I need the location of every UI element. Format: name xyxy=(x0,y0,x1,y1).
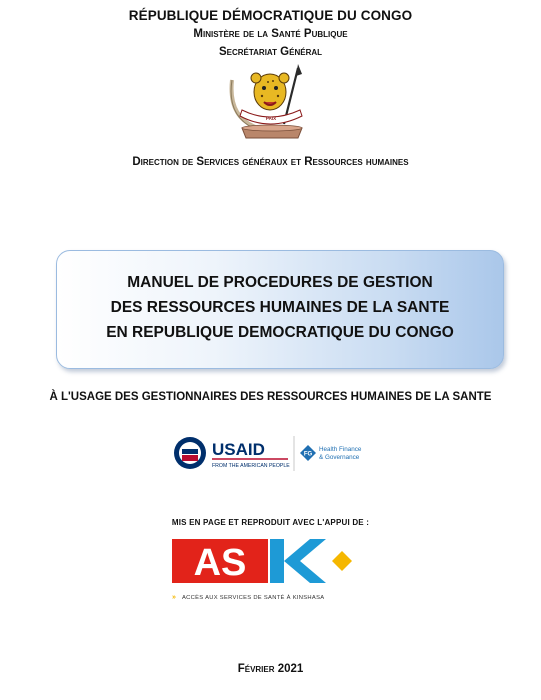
usage-subtitle: À L'USAGE DES GESTIONNAIRES DES RESSOURCES HUMAINES DE LA SANTE xyxy=(49,391,492,403)
publication-date: Février 2021 xyxy=(237,663,304,675)
title-line-3: EN REPUBLIQUE DEMOCRATIQUE DU CONGO xyxy=(106,324,454,341)
usaid-tagline: FROM THE AMERICAN PEOPLE xyxy=(212,463,290,469)
coat-of-arms-emblem xyxy=(218,62,326,140)
ask-logo xyxy=(170,537,370,607)
partner-logos xyxy=(172,433,372,473)
support-text: MIS EN PAGE ET REPRODUIT AVEC L'APPUI DE : xyxy=(171,518,370,527)
usaid-wordmark: USAID xyxy=(212,440,265,459)
svg-text:AS: AS xyxy=(193,542,247,584)
hfg-logo xyxy=(300,445,362,461)
title-line-2: DES RESSOURCES HUMAINES DE LA SANTE xyxy=(110,299,450,316)
svg-text:FG: FG xyxy=(303,451,313,458)
hfg-line-2: & Governance xyxy=(319,454,360,461)
ministry-heading: Ministère de la Santé Publique xyxy=(193,28,348,40)
title-box xyxy=(56,250,504,369)
hfg-line-1: Health Finance xyxy=(319,446,362,453)
ask-tagline: ACCÈS AUX SERVICES DE SANTÉ À KINSHASA xyxy=(182,595,325,601)
svg-text:»: » xyxy=(172,594,176,601)
direction-heading: Direction de Services généraux et Ressources humaines xyxy=(132,156,409,168)
country-heading: RÉPUBLIQUE DÉMOCRATIQUE DU CONGO xyxy=(128,8,413,23)
svg-text:PAIX: PAIX xyxy=(265,116,277,121)
title-line-1: MANUEL DE PROCEDURES DE GESTION xyxy=(127,274,433,291)
secretariat-heading: Secrétariat Général xyxy=(218,46,323,58)
usaid-logo xyxy=(174,437,290,469)
